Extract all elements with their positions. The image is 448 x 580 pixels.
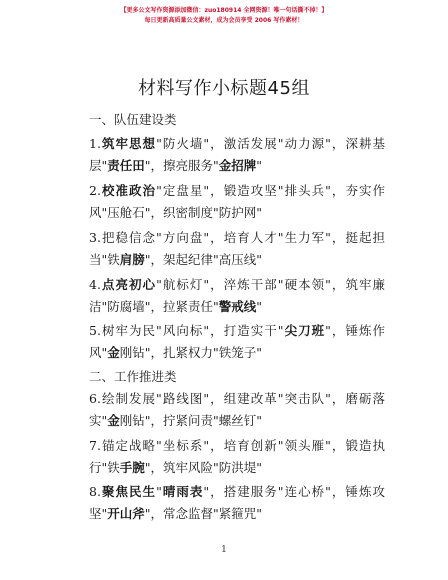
section-heading-work: 二、工作推进类	[89, 369, 177, 384]
item-number: 6.	[89, 391, 101, 406]
item-text: 绘制发展"路线图"，组建改革"突击队"，磨砺落实"	[89, 391, 385, 428]
item-text: 树牢为民"风向标"，打造实干"	[100, 323, 284, 338]
item-text: 把稳信念"方向盘"，培育人才"生力军"，挺起担当"铁	[89, 230, 385, 267]
item-text: "，架起纪律"高压线"	[144, 252, 263, 267]
item-text-bold: 聚焦民生	[100, 484, 157, 499]
item-text-bold: 手腕	[119, 460, 145, 475]
item-text: "	[156, 484, 162, 499]
list-item	[89, 227, 385, 271]
item-text-bold: 校准政治	[100, 183, 157, 198]
item-text: "	[256, 299, 263, 314]
item-text: 刚钻"，扎紧权力"铁笼子"	[119, 345, 263, 360]
item-text: "定盘星"，锻造攻坚"排头兵"，夯实作风"压舱石"，织密制度"防护网"	[89, 183, 385, 220]
item-text-bold: 金	[107, 345, 120, 360]
item-number: 8.	[89, 484, 101, 499]
item-text: "	[256, 158, 263, 173]
item-number: 2.	[89, 183, 101, 198]
list-item	[89, 481, 385, 525]
item-text-bold: 筑牢思想	[100, 136, 157, 151]
item-number: 4.	[89, 277, 101, 292]
item-text: 锚定战略"坐标系"，培育创新"领头雁"，锻造执行"铁	[89, 438, 385, 475]
section-heading-team: 一、队伍建设类	[89, 112, 177, 127]
item-number: 3.	[89, 230, 101, 245]
item-text-bold: 点亮初心	[100, 277, 157, 292]
page-number: 1	[221, 545, 227, 555]
item-text-bold: 尖刀班	[283, 323, 326, 338]
list-item	[89, 180, 385, 224]
item-number: 1.	[89, 136, 101, 151]
item-text: "防火墙"，激活发展"动力源"，深耕基层"	[89, 136, 385, 173]
item-number: 5.	[89, 323, 101, 338]
document-title: 材料写作小标题45组	[138, 78, 310, 99]
item-text-bold: 肩膀	[119, 252, 145, 267]
item-text: "，擦亮服务"	[144, 158, 219, 173]
item-text-bold: 警戒线	[218, 299, 257, 314]
list-item	[89, 388, 385, 432]
list-item	[89, 435, 385, 479]
item-text: 刚钻"，拧紧问责"螺丝钉"	[119, 413, 263, 428]
list-item	[89, 133, 385, 177]
list-item	[89, 274, 385, 318]
promo-banner	[0, 6, 448, 26]
item-number: 7.	[89, 438, 101, 453]
promo-banner-line-2: 每日更新高质量公文素材，成为会员享受 2006 写作素材！	[144, 17, 304, 24]
item-text: "，筑牢风险"防洪堤"	[144, 460, 263, 475]
item-text: "，常念监督"紧箍咒"	[144, 506, 263, 521]
item-text-bold: 金	[107, 413, 120, 428]
item-text-bold: 开山斧	[107, 506, 145, 521]
item-text-bold: 责任田	[107, 158, 145, 173]
item-text: "，搭建服务"连心桥"，锤炼攻坚"	[89, 484, 385, 521]
item-text: "航标灯"，淬炼干部"硬本领"，筑牢廉洁"防腐墙"，拉紧责任"	[89, 277, 385, 314]
item-text-bold: 金招牌	[218, 158, 257, 173]
promo-banner-line-1: 【更多公文写作资源添加微信：zuo180914 全网资源！唯一句话撕不掉！】	[120, 7, 328, 14]
item-text: "，锤炼作风"	[89, 323, 386, 360]
item-text-bold: 晴雨表	[161, 484, 204, 499]
list-item	[89, 320, 385, 364]
